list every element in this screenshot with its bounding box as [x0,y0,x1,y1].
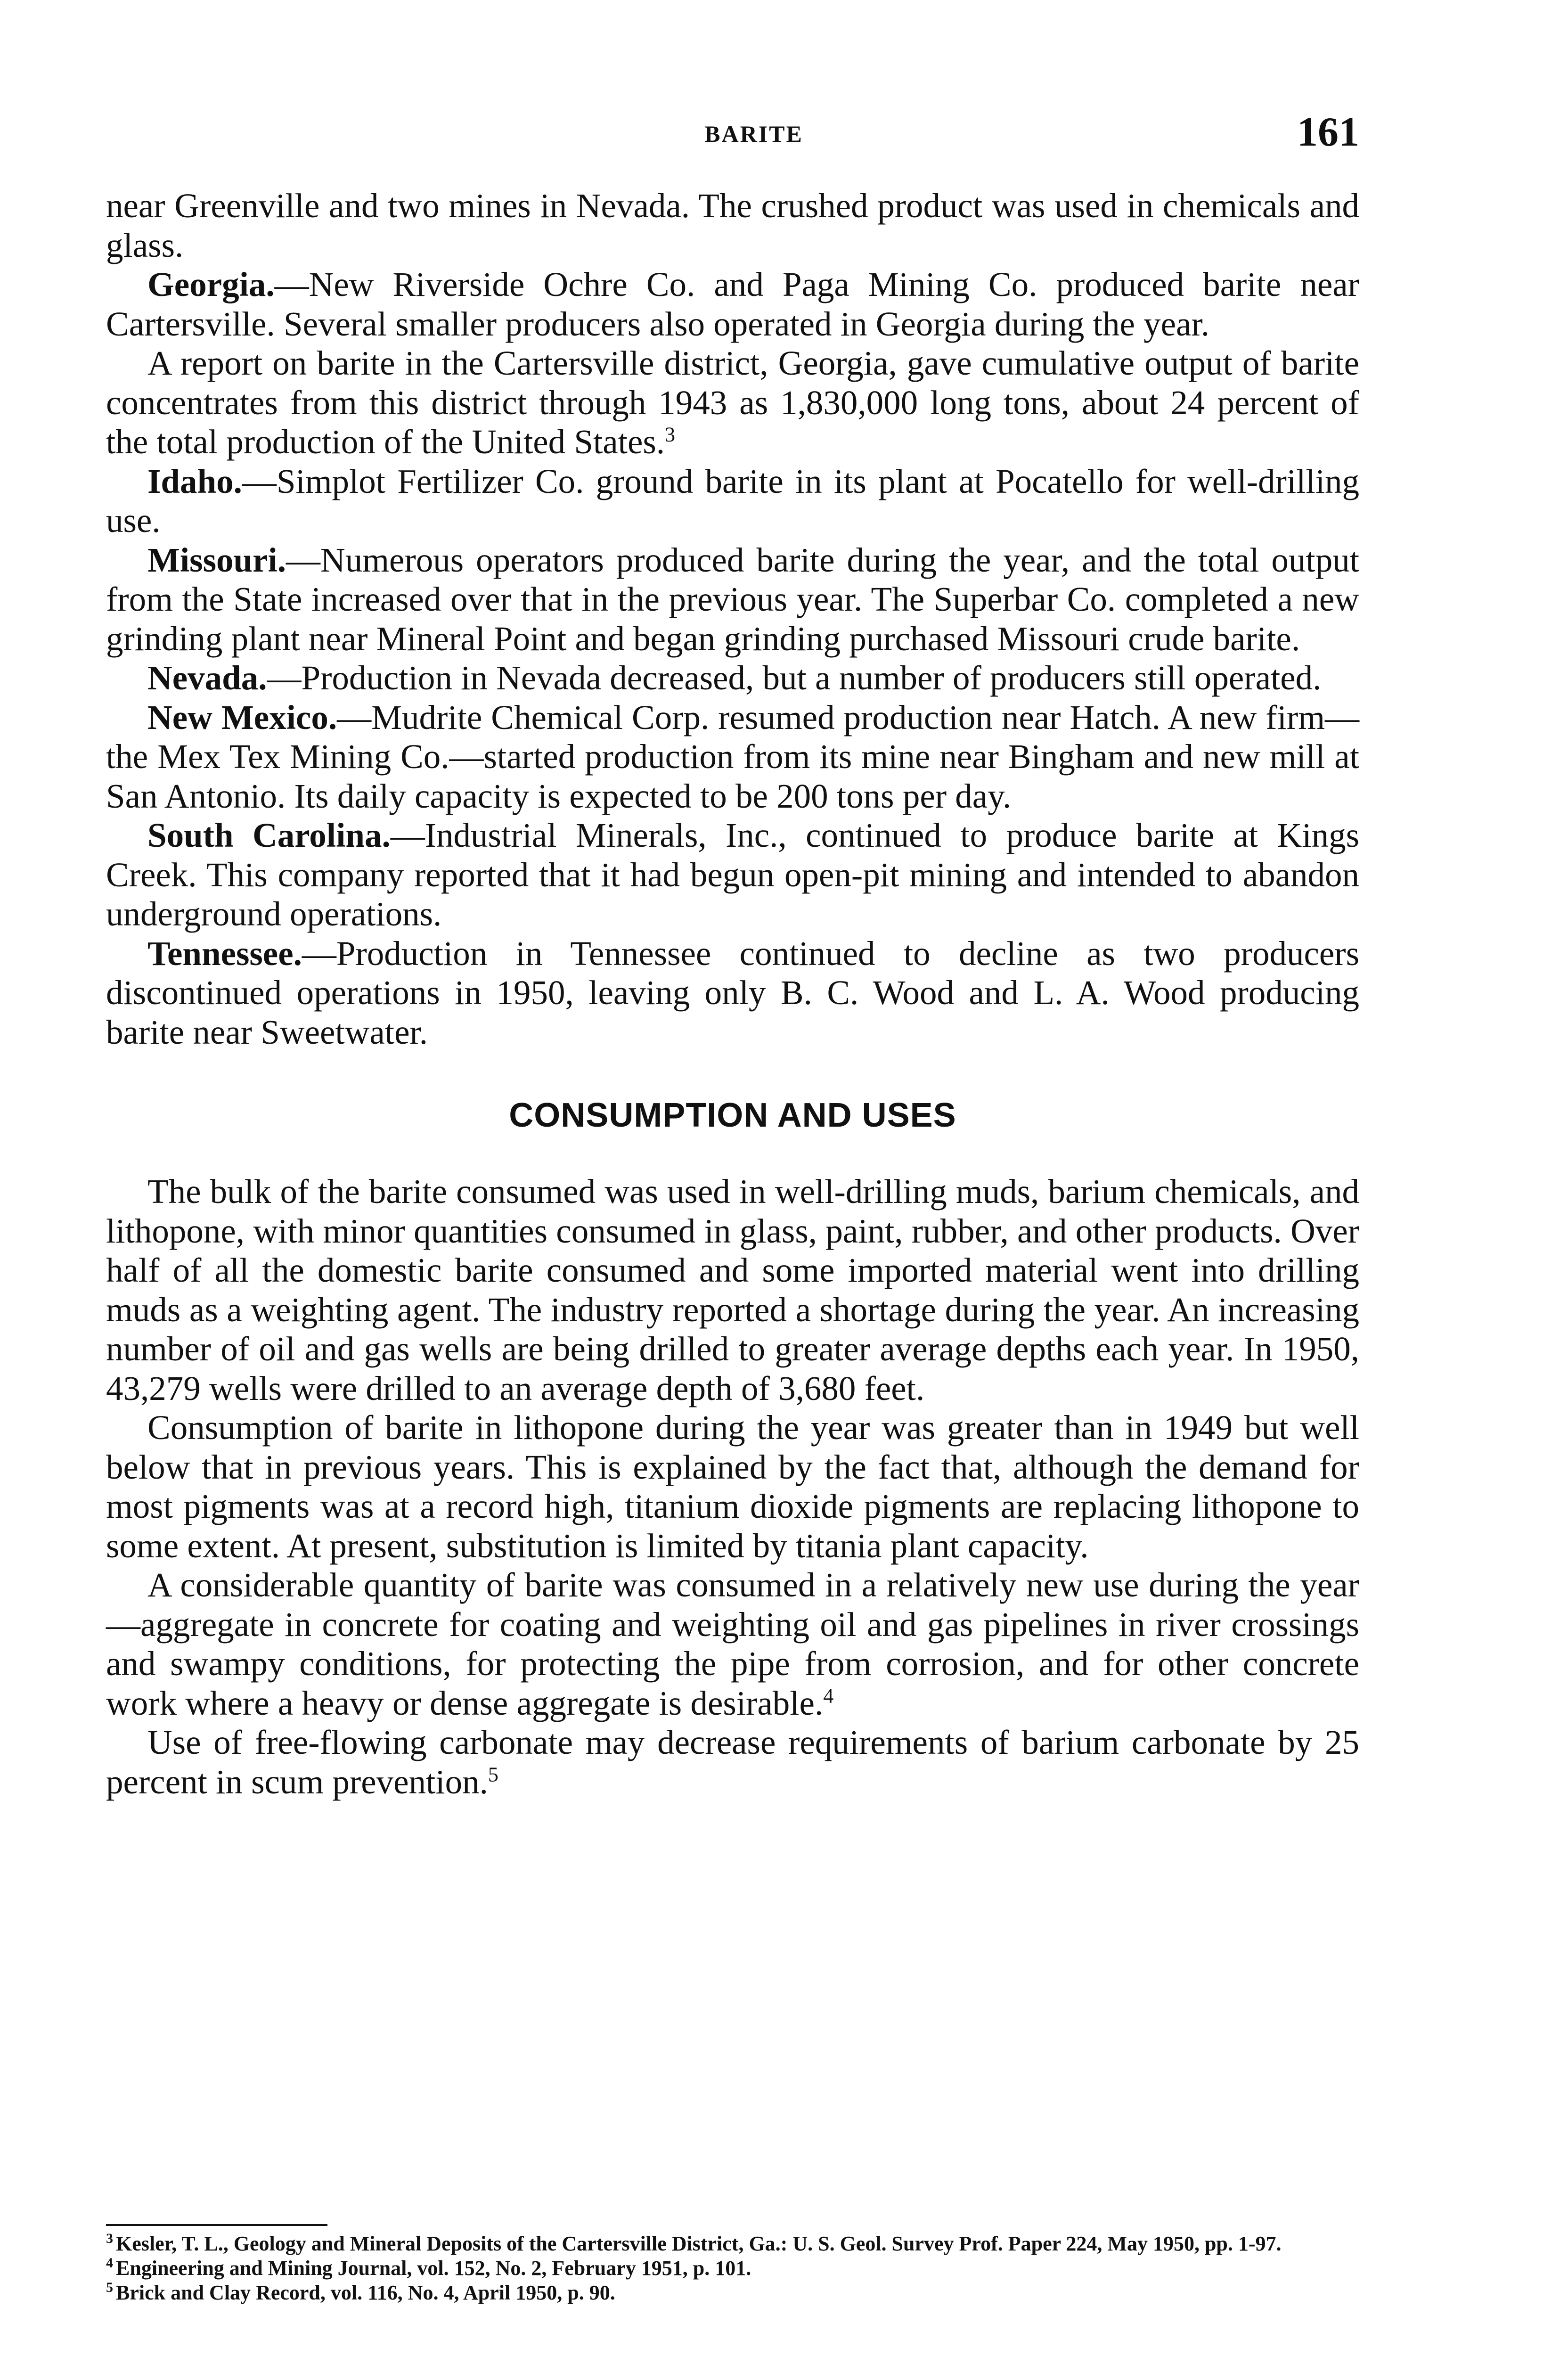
state-heading-south-carolina: South Carolina. [147,816,391,854]
footnote-marker: 3 [106,2231,113,2247]
footnote-text: Engineering and Mining Journal, vol. 152, No. 2, February 1951, p. 101. [116,2257,751,2280]
footnote-rule [106,2224,327,2226]
paragraph-text: Consumption of barite in lithopone during the year was greater than in 1949 but well below that in previous years. This is explained by the fact that, although the demand for most pigments was at a record high, titanium dioxide pigments are replacing lithopone to some extent. At present, substitution is limited by titania plant capacity. [106,1408,1359,1565]
state-heading-tennessee: Tennessee. [147,934,302,973]
paragraph-continuation [106,186,1359,265]
paragraph-idaho [106,462,1359,540]
footnotes [106,2224,1359,2305]
state-heading-idaho: Idaho. [147,462,242,500]
paragraph-text: —New Riverside Ochre Co. and Paga Mining Co. produced barite near Cartersville. Several smaller producers also operated in Georgia during the year. [106,265,1359,343]
footnote-4 [106,2256,1359,2281]
paragraph-text: A report on barite in the Cartersville district, Georgia, gave cumulative output of barite concentrates from this district through 1943 as 1,830,000 long tons, about 24 percent of the total production of the United States. [106,344,1359,461]
paragraph-text: Use of free-flowing carbonate may decrease requirements of barium carbonate by 25 percent in scum prevention. [106,1723,1359,1801]
paragraph-lithopone [106,1408,1359,1565]
footnote-text: Kesler, T. L., Geology and Mineral Deposits of the Cartersville District, Ga.: U. S. Geol. Survey Prof. Paper 224, May 1950, pp. 1-97. [116,2232,1282,2255]
state-heading-georgia: Georgia. [147,265,275,303]
body-text [106,186,1359,1801]
paragraph-text: —Mudrite Chemical Corp. resumed production near Hatch. A new firm—the Mex Tex Mining Co.—started production from its mine near Bingham and new mill at San Antonio. Its daily capacity is expected to be 200 tons per day. [106,698,1359,815]
paragraph-concrete-aggregate [106,1565,1359,1723]
paragraph-free-flowing-carbonate [106,1723,1359,1801]
footnote-5 [106,2281,1359,2305]
page-header [106,101,1359,163]
footnote-ref-4: 4 [823,1684,834,1708]
paragraph-text: —Production in Nevada decreased, but a number of producers still operated. [267,659,1322,697]
paragraph-georgia [106,265,1359,344]
paragraph-bulk-consumption [106,1172,1359,1408]
paragraph-new-mexico [106,698,1359,816]
footnote-ref-3: 3 [665,423,676,446]
paragraph-text: —Production in Tennessee continued to decline as two producers discontinued operations in 1950, leaving only B. C. Wood and L. A. Wood producing barite near Sweetwater. [106,934,1359,1051]
footnote-ref-5: 5 [488,1763,498,1786]
paragraph-tennessee [106,934,1359,1052]
footnote-text: Brick and Clay Record, vol. 116, No. 4, April 1950, p. 90. [116,2281,615,2304]
footnote-marker: 4 [106,2255,113,2271]
paragraph-text: The bulk of the barite consumed was used in well-drilling muds, barium chemicals, and lithopone, with minor quantities consumed in glass, paint, rubber, and other products. Over half of all the domestic barite consumed and some imported material went into drilling muds as a weighting agent. The industry reported a shortage during the year. An increasing number of oil and gas wells are being drilled to greater average depths each year. In 1950, 43,279 wells were drilled to an average depth of 3,680 feet. [106,1172,1359,1407]
paragraph-south-carolina [106,816,1359,934]
footnote-marker: 5 [106,2280,113,2296]
footnote-3 [106,2232,1359,2256]
paragraph-text: A considerable quantity of barite was consumed in a relatively new use during the year—aggregate in concrete for coating and weighting oil and gas pipelines in river crossings and swampy conditions, for protecting the pipe from corrosion, and for other concrete work where a heavy or dense aggregate is desirable. [106,1566,1359,1722]
paragraph-nevada [106,658,1359,698]
running-head: BARITE [704,121,803,147]
paragraph-missouri [106,540,1359,659]
paragraph-text: —Numerous operators produced barite during the year, and the total output from the State increased over that in the previous year. The Superbar Co. completed a new grinding plant near Mineral Point and began grinding purchased Missouri crude barite. [106,540,1359,658]
state-heading-missouri: Missouri. [147,540,286,579]
paragraph-cartersville-report [106,344,1359,462]
state-heading-new-mexico: New Mexico. [147,698,337,736]
page-number: 161 [1297,109,1359,155]
paragraph-text: —Simplot Fertilizer Co. ground barite in its plant at Pocatello for well-drilling use. [106,462,1359,540]
section-heading: CONSUMPTION AND USES [509,1096,956,1134]
state-heading-nevada: Nevada. [147,659,267,697]
paragraph-text: near Greenville and two mines in Nevada. The crushed product was used in chemicals and glass. [106,187,1359,264]
paragraph-text: —Industrial Minerals, Inc., continued to produce barite at Kings Creek. This company reported that it had begun open-pit mining and intended to abandon underground operations. [106,816,1359,933]
